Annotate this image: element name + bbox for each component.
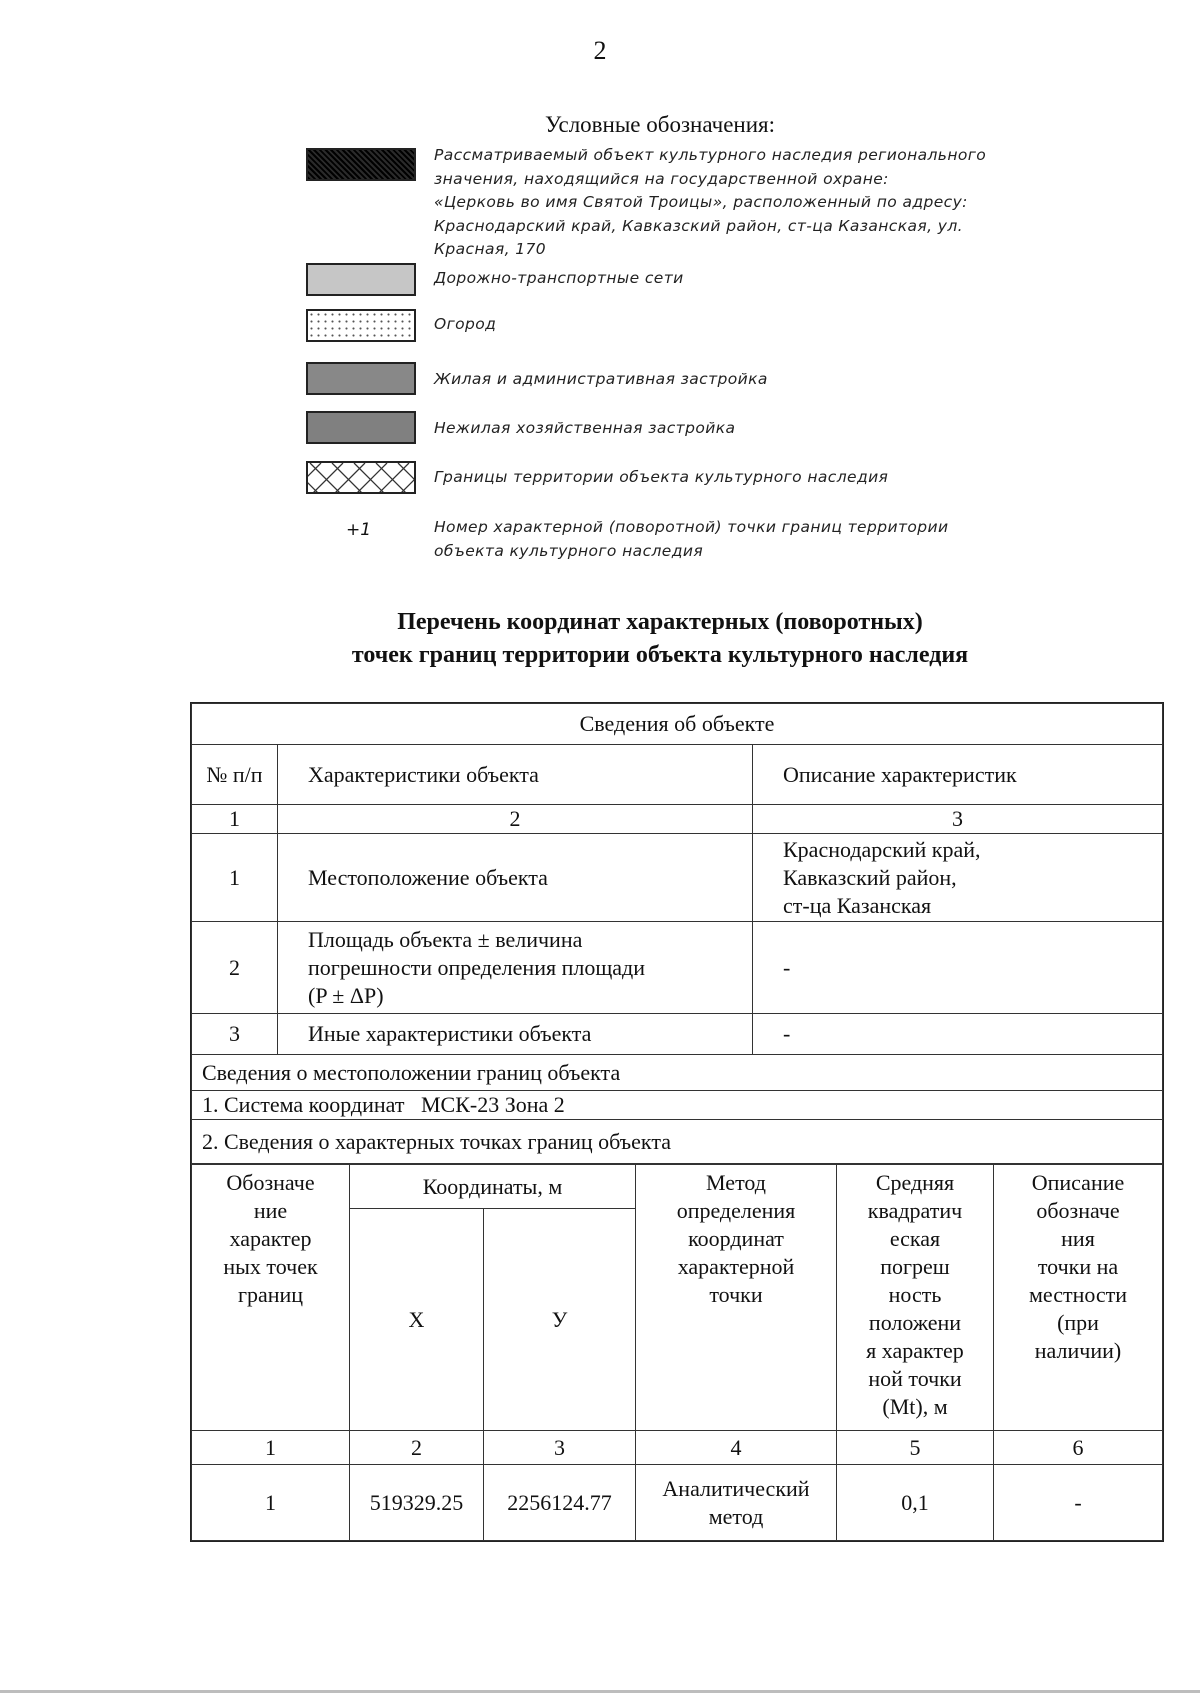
legend-line: «Церковь во имя Святой Троицы», расположенный по адресу: (434, 193, 968, 211)
row-description: - (753, 922, 1163, 1014)
table-title (0, 606, 1200, 672)
header-line: ние (253, 1198, 288, 1223)
header-description: Описание характеристик (753, 745, 1163, 805)
header-line: ния (1061, 1226, 1095, 1251)
row-description-line: ст-ца Казанская (783, 892, 932, 918)
legend-line: Нежилая хозяйственная застройка (434, 419, 736, 437)
crosshatch-pattern (308, 463, 416, 494)
col-number: 5 (837, 1431, 994, 1465)
header-line: точки (709, 1282, 763, 1307)
points-table (191, 1164, 1163, 1541)
col-number: 4 (636, 1431, 837, 1465)
header-line: (Mt), м (882, 1394, 948, 1419)
table-row (192, 834, 1163, 922)
header-line: границ (237, 1282, 304, 1307)
legend-line: Огород (434, 315, 497, 333)
points-header-row (192, 1165, 1163, 1209)
header-line: Средняя (875, 1170, 955, 1195)
table-row (192, 704, 1163, 745)
point-error: 0,1 (837, 1465, 994, 1541)
point-number-marker: +1 (346, 520, 372, 540)
legend-line: Границы территории объекта культурного наследия (434, 468, 889, 486)
point-id: 1 (192, 1465, 350, 1541)
header-x: X (350, 1209, 484, 1431)
page-bottom-edge (0, 1690, 1200, 1693)
header-line: Обозначе (226, 1170, 315, 1195)
point-method (636, 1465, 837, 1541)
row-characteristic-line: (P ± ΔP) (308, 982, 384, 1008)
header-line: точки на (1037, 1254, 1119, 1279)
row-characteristic (278, 922, 753, 1014)
header-line: погреш (880, 1254, 950, 1279)
header-line: Метод (706, 1170, 766, 1195)
point-x: 519329.25 (350, 1465, 484, 1541)
table-row (192, 1055, 1163, 1091)
row-description-line: Кавказский район, (783, 864, 957, 890)
header-line: обозначе (1036, 1198, 1120, 1223)
table-title-line: Перечень координат характерных (поворотных) (397, 609, 923, 635)
coordinates-table (190, 702, 1164, 1542)
header-line: (при (1057, 1310, 1099, 1335)
header-num-text: № п/п (206, 761, 263, 787)
col-number: 2 (350, 1431, 484, 1465)
header-line: характер (229, 1226, 312, 1251)
territory-border-swatch (306, 461, 416, 494)
table-row (192, 1091, 1163, 1120)
table-row (192, 922, 1163, 1014)
header-method (636, 1165, 837, 1431)
point-row (192, 1465, 1163, 1541)
col-number: 3 (484, 1431, 636, 1465)
page-number: 2 (593, 36, 607, 65)
header-line: определения (676, 1198, 796, 1223)
coordinate-system: 1. Система координат МСК-23 Зона 2 (192, 1091, 1163, 1120)
object-info-table (191, 703, 1163, 1164)
header-point-description (994, 1165, 1163, 1431)
row-num: 1 (192, 834, 278, 922)
legend-line: Дорожно-транспортные сети (434, 269, 684, 287)
legend-title: Условные обозначения: (544, 112, 776, 137)
points-section-header: 2. Сведения о характерных точках границ объекта (192, 1120, 1163, 1164)
col-number: 3 (753, 805, 1163, 834)
header-mean-error (837, 1165, 994, 1431)
row-description (753, 834, 1163, 922)
header-line: ность (888, 1282, 942, 1307)
non-residential-building-swatch (306, 411, 416, 444)
header-line: ных точек (223, 1254, 318, 1279)
legend-line: значения, находящийся на государственной охране: (434, 169, 889, 188)
location-section-header: Сведения о местоположении границ объекта (192, 1055, 1163, 1091)
legend-line: объекта культурного наследия (434, 541, 704, 560)
table-row (192, 1014, 1163, 1055)
col-number: 6 (994, 1431, 1163, 1465)
legend-line: Красная, 170 (434, 240, 547, 258)
table-row (192, 1120, 1163, 1164)
heritage-object-swatch (306, 148, 416, 181)
header-num (192, 745, 278, 805)
row-characteristic: Местоположение объекта (278, 834, 753, 922)
garden-swatch (306, 309, 416, 342)
table-title-line: точек границ территории объекта культурного наследия (351, 642, 969, 668)
row-num: 3 (192, 1014, 278, 1055)
point-y: 2256124.77 (484, 1465, 636, 1541)
table-row (192, 745, 1163, 805)
residential-building-swatch (306, 362, 416, 395)
col-number: 2 (278, 805, 753, 834)
point-method-line: метод (708, 1503, 764, 1529)
road-network-swatch (306, 263, 416, 296)
point-description: - (994, 1465, 1163, 1541)
row-description-line: Краснодарский край, (783, 836, 981, 862)
header-line: квадратич (867, 1198, 963, 1223)
col-number: 1 (192, 805, 278, 834)
legend-text-point-number (434, 516, 1024, 563)
header-characteristic: Характеристики объекта (278, 745, 753, 805)
header-line: местности (1028, 1282, 1128, 1307)
header-line: характерной (677, 1254, 795, 1279)
header-y: У (484, 1209, 636, 1431)
object-section-header: Сведения об объекте (192, 704, 1163, 745)
header-line: положени (868, 1310, 962, 1335)
points-column-numbers-row (192, 1431, 1163, 1465)
legend-text-heritage-object (434, 144, 1024, 262)
header-line: координат (688, 1226, 784, 1251)
legend-line: Номер характерной (поворотной) точки границ территории (434, 518, 949, 536)
header-line: Описание (1031, 1170, 1125, 1195)
header-designation (192, 1165, 350, 1431)
row-description: - (753, 1014, 1163, 1055)
row-characteristic: Иные характеристики объекта (278, 1014, 753, 1055)
row-characteristic-line: погрешности определения площади (308, 954, 646, 980)
row-num: 2 (192, 922, 278, 1014)
legend-line: Краснодарский край, Кавказский район, ст-ца Казанская, ул. (434, 216, 963, 235)
header-line: ной точки (868, 1366, 962, 1391)
legend-line: Рассматриваемый объект культурного наследия регионального (434, 146, 987, 164)
legend-line: Жилая и административная застройка (434, 370, 768, 388)
header-line: еская (889, 1226, 941, 1251)
header-line: я характер (866, 1338, 964, 1363)
point-method-line: Аналитический (662, 1475, 810, 1501)
col-number: 1 (192, 1431, 350, 1465)
header-coordinates: Координаты, м (350, 1165, 636, 1209)
row-characteristic-line: Площадь объекта ± величина (308, 926, 583, 952)
column-numbers-row (192, 805, 1163, 834)
header-line: наличии) (1034, 1338, 1122, 1363)
